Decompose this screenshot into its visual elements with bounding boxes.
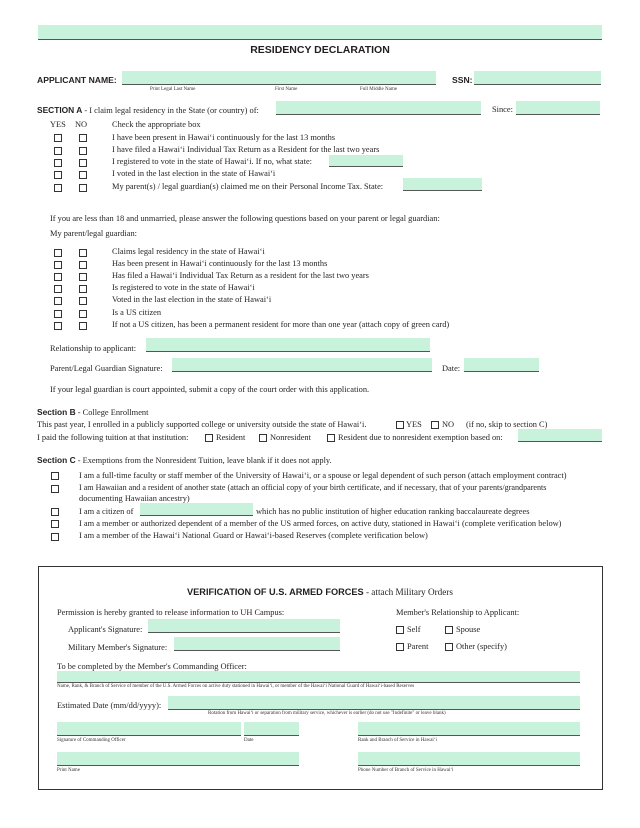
b-no-label: NO [442, 420, 455, 429]
c4-text: I am a member or authorized dependent of a member of the US armed forces, on active duty, stationed in Hawaiʻi (complete verification below) [79, 519, 562, 528]
spouse-label: Spouse [456, 625, 481, 634]
parent-checkbox[interactable] [396, 643, 404, 651]
citizen-country-field[interactable] [140, 503, 253, 516]
p1-no-checkbox[interactable] [79, 249, 87, 257]
phone-caption: Phone Number of Branch of Service in Hawaiʻi [358, 768, 454, 773]
estimated-date-field[interactable] [168, 696, 580, 710]
a1-text: I have been present in Hawaiʻi continuously for the last 13 months [112, 133, 336, 142]
since-label: Since: [492, 105, 513, 114]
b-yes-label: YES [406, 420, 422, 429]
a5-text: My parent(s) / legal guardian(s) claimed me on their Personal Income Tax. State: [112, 182, 384, 191]
p3-text: Has filed a Hawaiʻi Individual Tax Return as a resident for the last two years [112, 271, 369, 280]
p4-yes-checkbox[interactable] [54, 285, 62, 293]
page-title: RESIDENCY DECLARATION [250, 44, 390, 56]
other-label: Other (specify) [456, 642, 507, 651]
p7-yes-checkbox[interactable] [54, 322, 62, 330]
guardian-signature-label: Parent/Legal Guardian Signature: [50, 364, 163, 373]
b-exempt-checkbox[interactable] [327, 434, 335, 442]
other-checkbox[interactable] [445, 643, 453, 651]
rotation-caption: Rotation from Hawaiʻi or separation from military service, whichever is earlier (do not use "Indefinite" or leave blank) [208, 711, 446, 716]
c1-checkbox[interactable] [51, 472, 59, 480]
self-checkbox[interactable] [396, 626, 404, 634]
minor-note: If you are less than 18 and unmarried, please answer the following questions based on your parent or legal guardian: [50, 214, 440, 223]
p6-no-checkbox[interactable] [79, 310, 87, 318]
p2-yes-checkbox[interactable] [54, 261, 62, 269]
section-b-heading: Section B - College Enrollment [37, 407, 149, 417]
estimated-date-label: Estimated Date (mm/dd/yyyy): [57, 701, 162, 710]
p6-yes-checkbox[interactable] [54, 310, 62, 318]
tax-state-field[interactable] [403, 178, 482, 191]
phone-field[interactable] [358, 752, 580, 766]
p1-text: Claims legal residency in the state of Hawaiʻi [112, 247, 265, 256]
section-b-line2: I paid the following tuition at that institution: [37, 433, 189, 442]
yes-header: YES [50, 120, 66, 129]
p3-yes-checkbox[interactable] [54, 273, 62, 281]
ssn-label: SSN: [452, 75, 473, 85]
residency-state-field[interactable] [276, 101, 481, 115]
section-c-heading: Section C - Exemptions from the Nonresident Tuition, leave blank if it does not apply. [37, 455, 332, 465]
officer-instruction: To be completed by the Member's Commanding Officer: [57, 662, 247, 671]
p5-no-checkbox[interactable] [79, 297, 87, 305]
a3-yes-checkbox[interactable] [54, 159, 62, 167]
middle-name-caption: Full Middle Name [360, 87, 397, 92]
applicant-name-label: APPLICANT NAME: [37, 75, 117, 85]
c1-text: I am a full-time faculty or staff member of the University of Hawaiʻi, or a spouse or legal dependent of such person (attach employment contract) [79, 471, 567, 480]
b-yes-checkbox[interactable] [396, 421, 404, 429]
member-signature-field[interactable] [174, 637, 340, 651]
member-name-rank-field[interactable] [57, 671, 580, 683]
ssn-field[interactable] [474, 71, 601, 85]
signature-caption: Signature of Commanding Officer [57, 738, 126, 743]
b-nonresident-label: Nonresident [270, 433, 311, 442]
p2-no-checkbox[interactable] [79, 261, 87, 269]
p5-yes-checkbox[interactable] [54, 297, 62, 305]
header-bar [38, 25, 602, 40]
guardian-date-field[interactable] [464, 358, 539, 372]
guardian-date-label: Date: [442, 364, 461, 373]
a2-yes-checkbox[interactable] [54, 147, 62, 155]
c2-text: I am Hawaiian and a resident of another state (attach an official copy of your birth certificate, and if necessary, that of your parents/grandparents [79, 483, 547, 492]
c3-checkbox[interactable] [51, 508, 59, 516]
p6-text: Is a US citizen [112, 308, 162, 317]
since-field[interactable] [516, 101, 600, 115]
b-skip-note: (if no, skip to section C) [466, 420, 548, 429]
date-caption: Date [244, 738, 254, 743]
member-relationship-label: Member's Relationship to Applicant: [396, 608, 520, 617]
p7-text: If not a US citizen, has been a permanent resident for more than one year (attach copy of green card) [112, 320, 450, 329]
c2-text-cont: documenting Hawaiian ancestry) [79, 494, 190, 503]
applicant-name-field[interactable] [122, 71, 436, 85]
check-instruction: Check the appropriate box [112, 120, 201, 129]
self-label: Self [407, 625, 421, 634]
b-exempt-label: Resident due to nonresident exemption based on: [338, 433, 503, 442]
print-name-caption: Print Name [57, 768, 80, 773]
print-name-field[interactable] [57, 752, 299, 766]
c4-checkbox[interactable] [51, 520, 59, 528]
parent-heading: My parent/legal guardian: [50, 229, 137, 238]
b-no-checkbox[interactable] [431, 421, 439, 429]
permission-text: Permission is hereby granted to release information to UH Campus: [57, 608, 285, 617]
officer-rank-field[interactable] [358, 722, 580, 736]
spouse-checkbox[interactable] [445, 626, 453, 634]
officer-signature-field[interactable] [57, 722, 241, 736]
c3-text-cont: which has no public institution of higher education ranking baccalaureate degrees [256, 507, 530, 516]
a2-no-checkbox[interactable] [79, 147, 87, 155]
a5-no-checkbox[interactable] [79, 184, 87, 192]
a4-no-checkbox[interactable] [79, 171, 87, 179]
relationship-label: Relationship to applicant: [50, 344, 137, 353]
vote-state-field[interactable] [329, 155, 403, 167]
a1-yes-checkbox[interactable] [54, 134, 62, 142]
member-signature-label: Military Member's Signature: [68, 643, 168, 652]
applicant-signature-field[interactable] [148, 619, 340, 633]
p1-yes-checkbox[interactable] [54, 249, 62, 257]
p7-no-checkbox[interactable] [79, 322, 87, 330]
b-resident-checkbox[interactable] [205, 434, 213, 442]
officer-date-field[interactable] [244, 722, 299, 736]
p4-no-checkbox[interactable] [79, 285, 87, 293]
last-name-caption: Print Legal Last Name [150, 87, 196, 92]
guardian-signature-field[interactable] [172, 358, 432, 372]
b-resident-label: Resident [216, 433, 246, 442]
a3-text: I registered to vote in the state of Hawaiʻi. If no, what state: [112, 157, 313, 166]
relationship-field[interactable] [146, 338, 430, 352]
p5-text: Voted in the last election in the state of Hawaiʻi [112, 295, 272, 304]
exemption-basis-field[interactable] [518, 429, 602, 442]
c5-checkbox[interactable] [51, 533, 59, 541]
court-note: If your legal guardian is court appointed, submit a copy of the court order with this application. [50, 385, 370, 394]
a4-text: I voted in the last election in the state of Hawaiʻi [112, 169, 276, 178]
a1-no-checkbox[interactable] [79, 134, 87, 142]
rank-caption: Rank and Branch of Service in Hawaiʻi [358, 738, 437, 743]
parent-label: Parent [407, 642, 429, 651]
member-name-caption: Name, Rank, & Branch of Service of member of the U.S. Armed Forces on active duty stationed in Hawaiʻi, or member of the Hawaiʻi National Guard of Hawaiʻi-based Reserves [57, 684, 415, 689]
a4-yes-checkbox[interactable] [54, 171, 62, 179]
p2-text: Has been present in Hawaiʻi continuously for the last 13 months [112, 259, 328, 268]
c5-text: I am a member of the Hawaiʻi National Guard or Hawaiʻi-based Reserves (complete verification below) [79, 531, 428, 540]
first-name-caption: First Name [275, 87, 298, 92]
b-nonresident-checkbox[interactable] [259, 434, 267, 442]
c2-checkbox[interactable] [51, 485, 59, 493]
section-a-heading: SECTION A - I claim legal residency in the State (or country) of: [37, 105, 259, 115]
military-title: VERIFICATION OF U.S. ARMED FORCES - attach Military Orders [187, 587, 453, 597]
p4-text: Is registered to vote in the state of Hawaiʻi [112, 283, 255, 292]
a2-text: I have filed a Hawaiʻi Individual Tax Return as a Resident for the last two years [112, 145, 380, 154]
p3-no-checkbox[interactable] [79, 273, 87, 281]
a3-no-checkbox[interactable] [79, 159, 87, 167]
no-header: NO [75, 120, 88, 129]
a5-yes-checkbox[interactable] [54, 184, 62, 192]
section-b-line1: This past year, I enrolled in a publicly supported college or university outside the state of Hawaiʻi. [37, 420, 367, 429]
c3-text: I am a citizen of [79, 507, 134, 516]
applicant-signature-label: Applicant's Signature: [68, 625, 143, 634]
